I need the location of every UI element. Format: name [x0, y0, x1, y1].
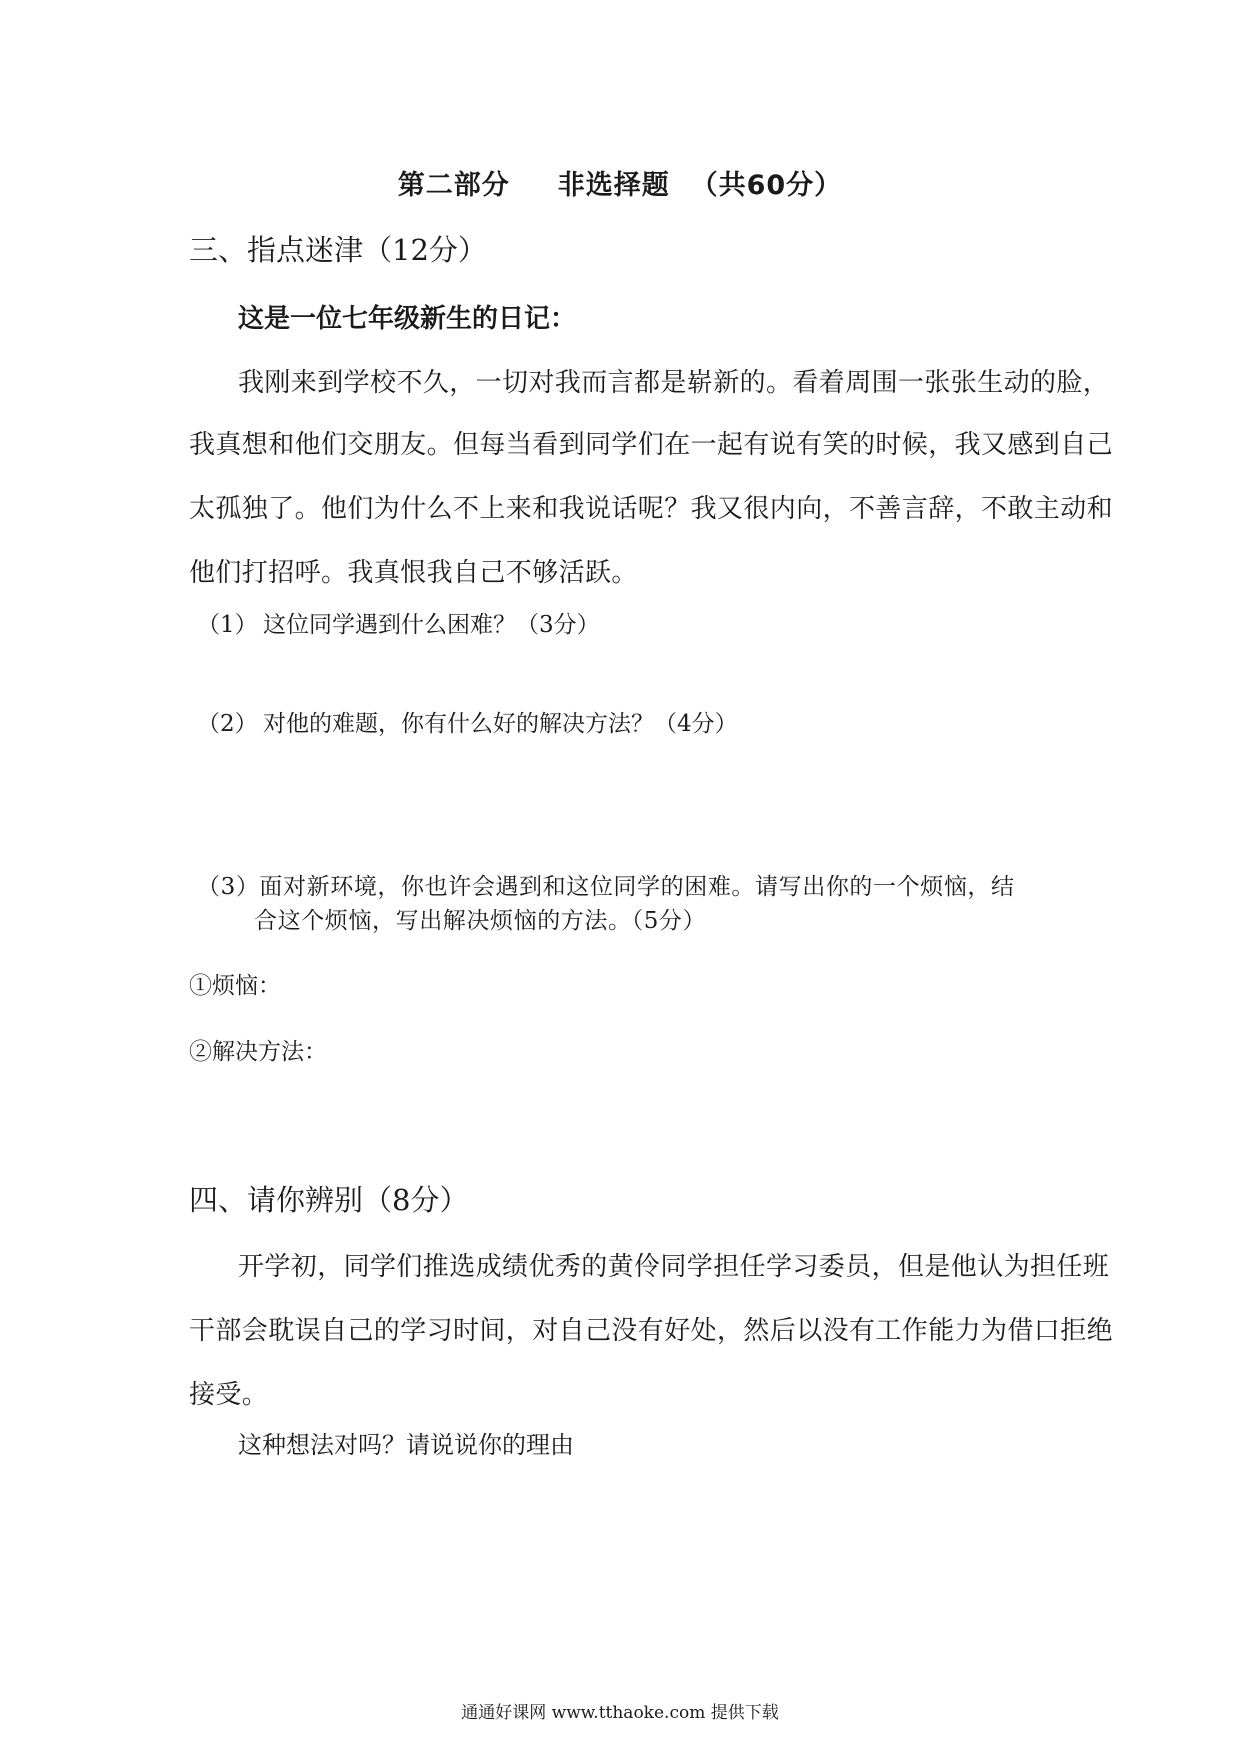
- answer-solution-label: ②解决方法：: [189, 1039, 327, 1065]
- section-3-heading: 三、指点迷津（12分）: [189, 233, 487, 267]
- question-1-number: （1）: [197, 612, 258, 638]
- question-2-text: 对他的难题，你有什么好的解决方法？（4分）: [263, 711, 738, 737]
- diary-line: 我真想和他们交朋友。但每当看到同学们在一起有说有笑的时候，我又感到自己: [189, 430, 1114, 460]
- part-subtitle: 非选择题: [557, 170, 670, 201]
- part-score: （共60分）: [690, 170, 843, 201]
- section-4-prompt: 这种想法对吗？请说说你的理由: [238, 1431, 574, 1459]
- part-title-label: 第二部分: [397, 170, 510, 201]
- question-1: [197, 614, 600, 637]
- section-4-paragraph-line: 开学初，同学们推选成绩优秀的黄伶同学担任学习委员，但是他认为担任班: [238, 1252, 1110, 1282]
- diary-line: 太孤独了。他们为什么不上来和我说话呢？我又很内向，不善言辞，不敢主动和: [189, 494, 1114, 524]
- section-4-heading: 四、请你辨别（8分）: [189, 1183, 469, 1217]
- section-4-paragraph-line: 干部会耽误自己的学习时间，对自己没有好处，然后以没有工作能力为借口拒绝: [189, 1316, 1114, 1346]
- diary-line: 他们打招呼。我真恨我自己不够活跃。: [189, 558, 638, 588]
- question-1-text: 这位同学遇到什么困难？（3分）: [263, 612, 600, 638]
- answer-trouble-label: ①烦恼：: [189, 973, 281, 999]
- part-title: [0, 172, 1240, 199]
- question-3-line-2: 合这个烦恼，写出解决烦恼的方法。（5分）: [254, 908, 707, 934]
- footer-credit: 通通好课网 www.tthaoke.com 提供下载: [461, 1703, 779, 1723]
- question-2: [197, 713, 738, 736]
- question-3-line-1: （3）面对新环境，你也许会遇到和这位同学的困难。请写出你的一个烦恼，结: [197, 874, 1015, 900]
- diary-line: 我刚来到学校不久，一切对我而言都是崭新的。看着周围一张张生动的脸，: [238, 368, 1110, 398]
- section-4-paragraph-line: 接受。: [189, 1380, 269, 1410]
- diary-intro: 这是一位七年级新生的日记：: [238, 304, 577, 334]
- question-2-number: （2）: [197, 711, 258, 737]
